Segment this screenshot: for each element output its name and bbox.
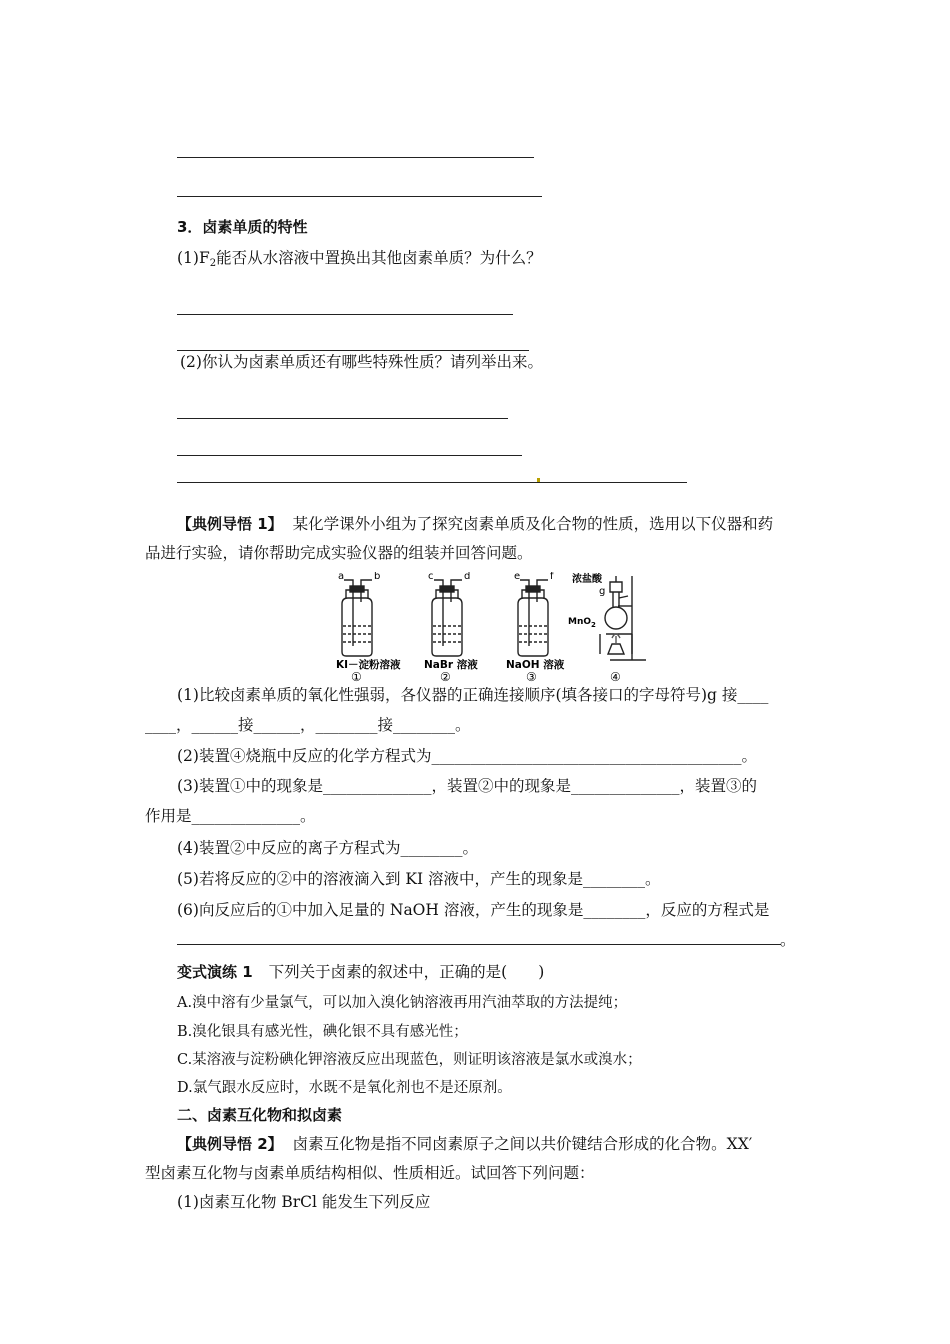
question-end: 。 — [780, 931, 796, 949]
svg-text:f: f — [550, 572, 554, 582]
section-heading: 二、卤素互化物和拟卤素 — [177, 1106, 343, 1124]
example-intro: 【典例导悟 2】 卤素互化物是指不同卤素原子之间以共价键结合形成的化合物。XX′ — [177, 1135, 753, 1153]
question-text-cont: 作用是______________。 — [145, 807, 316, 825]
option-d: D.氯气跟水反应时，水既不是氧化剂也不是还原剂。 — [177, 1080, 512, 1096]
svg-text:MnO2: MnO$_2$ — [568, 617, 596, 629]
svg-text:g: g — [599, 586, 606, 597]
svg-text:NaBr 溶液: NaBr 溶液 — [424, 659, 478, 671]
question-text: (1)比较卤素单质的氧化性强弱，各仪器的正确连接顺序(填各接口的字母符号)g 接____ — [177, 686, 769, 704]
svg-text:NaOH 溶液: NaOH 溶液 — [506, 659, 565, 671]
option-b: B.溴化银具有感光性，碘化银不具有感光性； — [177, 1024, 468, 1040]
question-text: (3)装置①中的现象是______________，装置②中的现象是______________，装置③的 — [177, 777, 757, 795]
svg-text:b: b — [374, 572, 381, 582]
svg-text:a: a — [338, 572, 345, 582]
answer-line — [177, 944, 781, 945]
option-c: C.某溶液与淀粉碘化钾溶液反应出现蓝色，则证明该溶液是氯水或溴水； — [177, 1052, 642, 1068]
mark-dot — [537, 478, 540, 482]
svg-text:e: e — [514, 572, 521, 582]
svg-text:c: c — [428, 572, 434, 582]
question-text: (4)装置②中反应的离子方程式为________。 — [177, 839, 478, 857]
question-text-cont: ____，______接______，________接________。 — [145, 716, 471, 734]
svg-text:浓盐酸: 浓盐酸 — [572, 574, 602, 585]
svg-text:①: ① — [351, 670, 362, 682]
section-heading: 3．卤素单质的特性 — [177, 218, 308, 236]
svg-text:d: d — [464, 572, 471, 582]
question-text: (2)你认为卤素单质还有哪些特殊性质？请列举出来。 — [180, 353, 543, 371]
svg-text:③: ③ — [526, 670, 537, 682]
apparatus-figure — [332, 572, 672, 682]
example-intro-cont: 品进行实验，请你帮助完成实验仪器的组装并回答问题。 — [145, 544, 533, 562]
option-a: A.溴中溶有少量氯气，可以加入溴化钠溶液再用汽油萃取的方法提纯； — [177, 995, 628, 1011]
question-text: (2)装置④烧瓶中反应的化学方程式为________________________________________。 — [177, 747, 757, 765]
question-text: (5)若将反应的②中的溶液滴入到 KI 溶液中，产生的现象是________。 — [177, 870, 661, 888]
answer-line — [177, 350, 529, 351]
answer-line — [177, 482, 687, 483]
example-intro-cont: 型卤素互化物与卤素单质结构相似、性质相近。试回答下列问题： — [145, 1164, 595, 1182]
variant-stem: 变式演练 1 下列关于卤素的叙述中，正确的是( ) — [177, 963, 545, 981]
svg-text:④: ④ — [610, 670, 621, 682]
answer-line — [177, 196, 542, 197]
svg-text:②: ② — [440, 670, 451, 682]
question-text: (6)向反应后的①中加入足量的 NaOH 溶液，产生的现象是________，反应的方程式是 — [177, 901, 770, 919]
answer-line — [177, 157, 534, 158]
answer-line — [177, 314, 513, 315]
svg-text:KI－淀粉溶液: KI－淀粉溶液 — [336, 659, 401, 671]
answer-line — [177, 418, 508, 419]
question-text: (1)卤素互化物 BrCl 能发生下列反应 — [177, 1193, 431, 1211]
question-text: $(1)F_2$能否从水溶液中置换出其他卤素单质？为什么？ — [177, 249, 542, 269]
answer-line — [177, 455, 522, 456]
example-intro: 【典例导悟 1】 某化学课外小组为了探究卤素单质及化合物的性质，选用以下仪器和药 — [177, 515, 774, 533]
